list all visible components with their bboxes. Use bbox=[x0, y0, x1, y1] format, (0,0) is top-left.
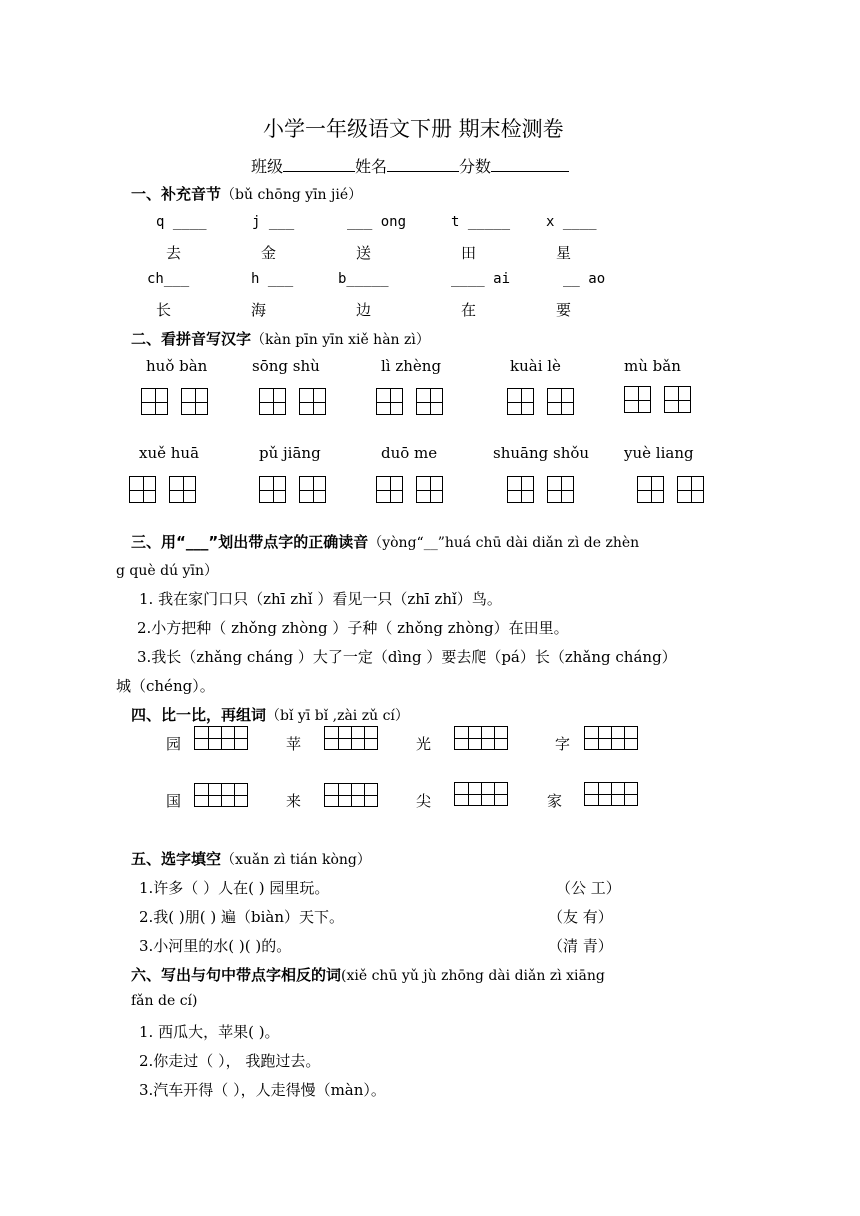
s1-char: 边 bbox=[356, 301, 372, 319]
s2-pinyin: mù bǎn bbox=[624, 357, 681, 375]
s5-question-3: 3.小河里的水( )( )的。 bbox=[139, 937, 292, 955]
section-2-heading: 二、看拼音写汉字（kàn pīn yīn xiě hàn zì） bbox=[131, 330, 430, 348]
class-blank bbox=[283, 157, 355, 172]
s4-char: 国 bbox=[166, 792, 182, 810]
section-6-heading: 六、写出与句中带点字相反的词(xiě chū yǔ jù zhōng dài diǎn zì xiāng bbox=[131, 966, 605, 984]
s1-item: x ____ bbox=[546, 214, 597, 230]
s4-char: 来 bbox=[286, 792, 302, 810]
s4-char: 光 bbox=[416, 735, 432, 753]
s1-char: 去 bbox=[166, 244, 182, 262]
s5-question-1: 1.许多（ ）人在( ) 园里玩。 bbox=[139, 879, 330, 897]
s2-pinyin: shuāng shǒu bbox=[493, 444, 590, 462]
tianzige-box[interactable] bbox=[259, 476, 286, 503]
section-3-heading: 三、用“___”划出带点字的正确读音（yòng“__”huá chū dài diǎn zì de zhèn bbox=[131, 533, 640, 551]
s5-options-2: （友 有） bbox=[548, 908, 613, 926]
s5-options-1: （公 工） bbox=[556, 879, 621, 897]
tianzige-box[interactable] bbox=[507, 388, 534, 415]
s2-pinyin: duō me bbox=[381, 444, 438, 462]
s5-question-2: 2.我( )朋( ) 遍（biàn）天下。 bbox=[139, 908, 345, 926]
tianzige-box[interactable] bbox=[416, 476, 443, 503]
tianzige-box[interactable] bbox=[664, 386, 691, 413]
word-box[interactable] bbox=[584, 782, 638, 806]
s1-item: t _____ bbox=[451, 214, 511, 230]
tianzige-box[interactable] bbox=[259, 388, 286, 415]
word-box[interactable] bbox=[324, 726, 378, 750]
tianzige-box[interactable] bbox=[547, 476, 574, 503]
s4-char: 字 bbox=[555, 735, 571, 753]
s1-char: 要 bbox=[556, 301, 572, 319]
word-box[interactable] bbox=[194, 783, 248, 807]
section-5-heading: 五、选字填空（xuǎn zì tián kòng） bbox=[131, 850, 371, 868]
class-label: 班级 bbox=[251, 157, 284, 176]
s2-pinyin: huǒ bàn bbox=[146, 357, 208, 375]
s1-item: j ___ bbox=[252, 214, 295, 230]
s1-char: 长 bbox=[156, 301, 172, 319]
student-info bbox=[251, 154, 569, 177]
page-title: 小学一年级语文下册 期末检测卷 bbox=[263, 117, 564, 141]
s4-char: 家 bbox=[547, 792, 563, 810]
s2-pinyin: kuài lè bbox=[510, 357, 561, 375]
s1-item: ___ ong bbox=[347, 214, 407, 230]
s1-item: ch___ bbox=[147, 271, 190, 287]
s3-question-2: 2.小方把种（ zhǒng zhòng ）子种（ zhǒng zhòng）在田里。 bbox=[137, 619, 569, 637]
s2-pinyin: xuě huā bbox=[139, 444, 200, 462]
tianzige-box[interactable] bbox=[376, 388, 403, 415]
tianzige-box[interactable] bbox=[376, 476, 403, 503]
tianzige-box[interactable] bbox=[416, 388, 443, 415]
s1-char: 星 bbox=[556, 244, 572, 262]
s4-char: 尖 bbox=[416, 792, 432, 810]
word-box[interactable] bbox=[194, 726, 248, 750]
name-blank bbox=[387, 157, 459, 172]
s4-char: 园 bbox=[166, 735, 182, 753]
s2-pinyin: pǔ jiāng bbox=[259, 444, 321, 462]
tianzige-box[interactable] bbox=[637, 476, 664, 503]
s4-char: 苹 bbox=[286, 735, 302, 753]
score-blank bbox=[491, 157, 569, 172]
s6-question-3: 3.汽车开得（ ），人走得慢（màn）。 bbox=[139, 1081, 386, 1099]
s1-item: h ___ bbox=[251, 271, 294, 287]
s3-pinyin-cont: g què dú yīn） bbox=[116, 563, 218, 579]
s2-pinyin: yuè liang bbox=[624, 444, 694, 462]
tianzige-box[interactable] bbox=[547, 388, 574, 415]
s3-question-3-cont: 城（chéng）。 bbox=[116, 677, 215, 695]
s5-options-3: （清 青） bbox=[548, 937, 613, 955]
word-box[interactable] bbox=[454, 726, 508, 750]
s1-char: 海 bbox=[251, 301, 267, 319]
word-box[interactable] bbox=[324, 783, 378, 807]
s1-item: __ ao bbox=[563, 271, 606, 287]
s1-char: 金 bbox=[261, 244, 277, 262]
s1-char: 在 bbox=[461, 301, 477, 319]
s6-question-1: 1. 西瓜大，苹果( )。 bbox=[139, 1023, 280, 1041]
tianzige-box[interactable] bbox=[129, 476, 156, 503]
tianzige-box[interactable] bbox=[181, 388, 208, 415]
s2-pinyin: sōng shù bbox=[252, 357, 320, 375]
section-1-heading: 一、补充音节（bǔ chōng yīn jié） bbox=[131, 185, 363, 203]
tianzige-box[interactable] bbox=[169, 476, 196, 503]
s1-char: 田 bbox=[461, 244, 477, 262]
s1-item: q ____ bbox=[156, 214, 207, 230]
s1-item: ____ ai bbox=[451, 271, 511, 287]
tianzige-box[interactable] bbox=[624, 386, 651, 413]
tianzige-box[interactable] bbox=[141, 388, 168, 415]
s1-char: 送 bbox=[356, 244, 372, 262]
s2-pinyin: lì zhèng bbox=[381, 357, 442, 375]
word-box[interactable] bbox=[584, 726, 638, 750]
name-label: 姓名 bbox=[355, 157, 388, 176]
tianzige-box[interactable] bbox=[507, 476, 534, 503]
s6-question-2: 2.你走过（ ）， 我跑过去。 bbox=[139, 1052, 321, 1070]
tianzige-box[interactable] bbox=[299, 388, 326, 415]
section-4-heading: 四、比一比，再组词（bǐ yī bǐ ,zài zǔ cí） bbox=[131, 706, 409, 724]
s6-pinyin-cont: fǎn de cí) bbox=[131, 993, 198, 1009]
tianzige-box[interactable] bbox=[299, 476, 326, 503]
s1-item: b_____ bbox=[338, 271, 389, 287]
s3-question-3: 3.我长（zhǎng cháng ）大了一定（dìng ）要去爬（pá）长（zhǎng cháng） bbox=[137, 648, 677, 666]
tianzige-box[interactable] bbox=[677, 476, 704, 503]
s3-question-1: 1. 我在家门口只（zhī zhǐ ）看见一只（zhī zhǐ）鸟。 bbox=[139, 590, 502, 608]
word-box[interactable] bbox=[454, 782, 508, 806]
score-label: 分数 bbox=[459, 157, 492, 176]
